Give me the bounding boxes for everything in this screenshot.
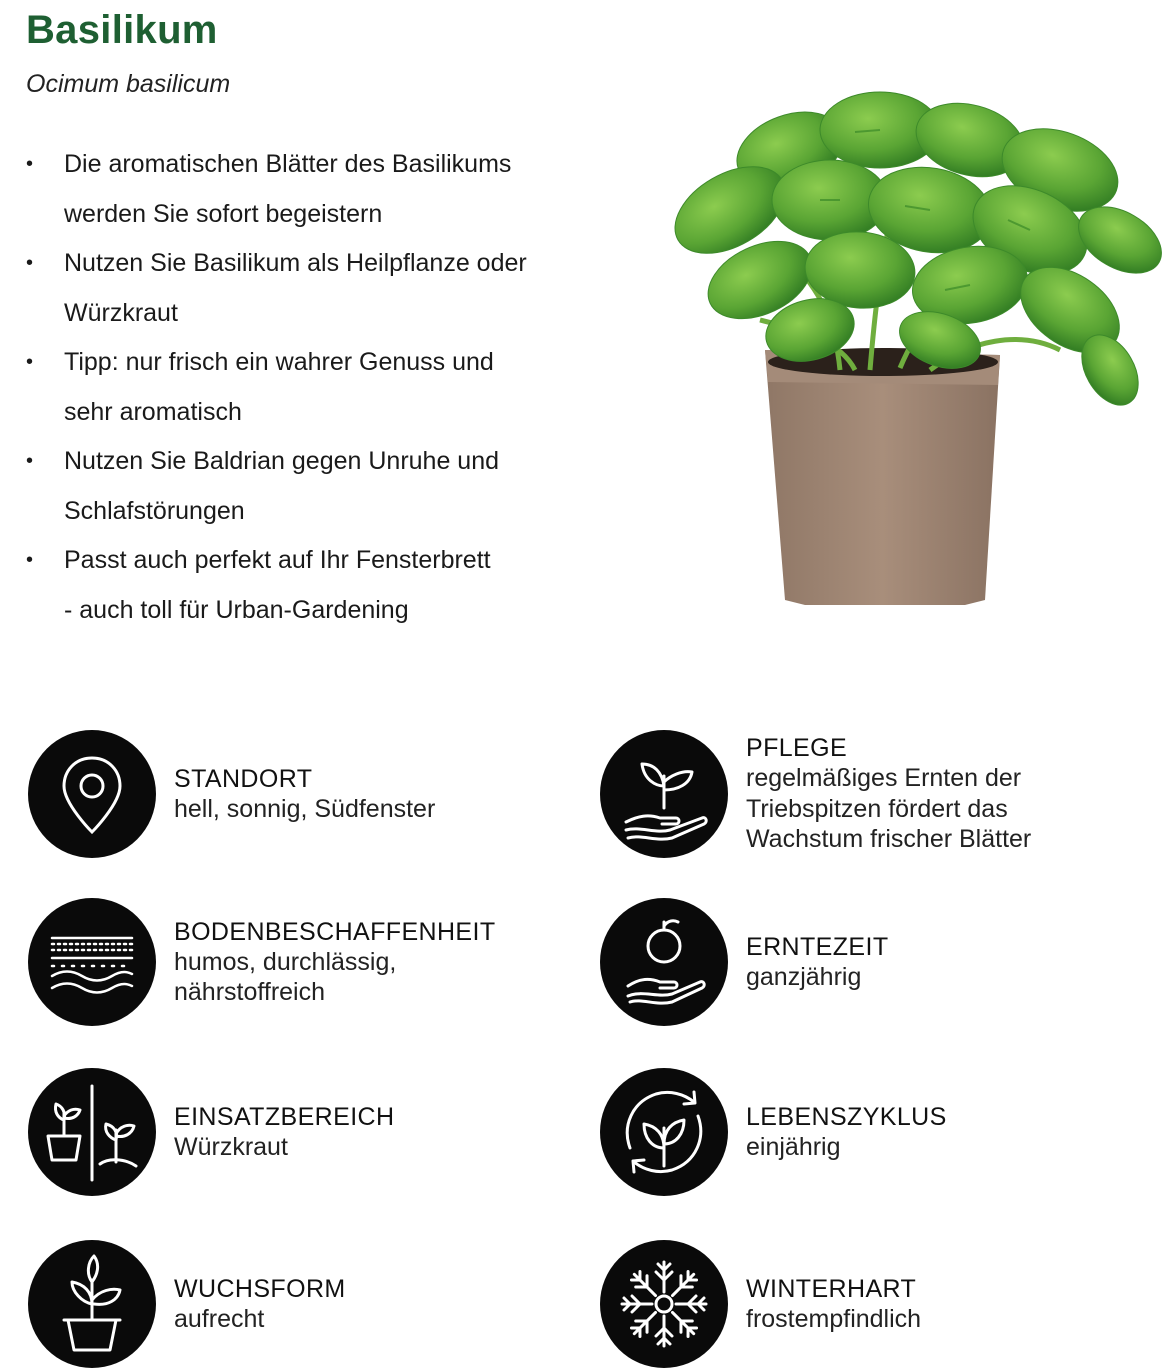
soil-layers-icon: [28, 898, 156, 1026]
info-erntezeit: [600, 898, 889, 1026]
info-wuchsform: [28, 1240, 346, 1368]
info-value-line: Triebspitzen fördert das: [746, 794, 1008, 823]
info-value: einjährig: [746, 1132, 841, 1161]
info-value: aufrecht: [174, 1304, 265, 1333]
pot-and-ground-plant-icon: [28, 1068, 156, 1196]
list-item: • Die aromatischen Blätter des Basilikums werden Sie sofort begeistern: [26, 140, 586, 239]
info-label: BODENBESCHAFFENHEIT: [174, 917, 496, 946]
bullet-dot: •: [26, 252, 34, 274]
info-value-line: humos, durchlässig,: [174, 947, 397, 976]
info-value: Würzkraut: [174, 1132, 288, 1161]
info-winterhart: [600, 1240, 921, 1368]
bullet-dot: •: [26, 450, 34, 472]
info-label: WUCHSFORM: [174, 1274, 346, 1303]
latin-name: Ocimum basilicum: [26, 70, 231, 98]
seedling-hand-icon: [600, 730, 728, 858]
list-item: • Tipp: nur frisch ein wahrer Genuss und sehr aromatisch: [26, 338, 586, 437]
list-item: • Passt auch perfekt auf Ihr Fensterbrett - auch toll für Urban-Gardening: [26, 536, 586, 635]
info-lebenszyklus: [600, 1068, 947, 1196]
info-einsatzbereich: [28, 1068, 394, 1196]
bullet-dot: •: [26, 549, 34, 571]
info-value-line: Wachstum frischer Blätter: [746, 825, 1032, 854]
info-label: LEBENSZYKLUS: [746, 1102, 947, 1131]
info-value-line: nährstoffreich: [174, 978, 326, 1006]
info-value-line: regelmäßiges Ernten der: [746, 764, 1022, 793]
info-label: EINSATZBEREICH: [174, 1102, 395, 1131]
info-pflege: [600, 730, 1031, 858]
info-standort: [28, 730, 435, 858]
info-value: hell, sonnig, Südfenster: [174, 794, 436, 823]
info-value: ganzjährig: [746, 962, 862, 991]
feature-list: [26, 140, 586, 635]
list-item: • Nutzen Sie Basilikum als Heilpflanze oder Würzkraut: [26, 239, 586, 338]
info-label: STANDORT: [174, 764, 313, 793]
info-label: PFLEGE: [746, 734, 848, 763]
bullet-dot: •: [26, 351, 34, 373]
bullet-dot: •: [26, 153, 34, 175]
basil-plant-in-pot-image: [640, 70, 1170, 620]
plant-cycle-icon: [600, 1068, 728, 1196]
potted-plant-icon: [28, 1240, 156, 1368]
list-item: • Nutzen Sie Baldrian gegen Unruhe und Schlafstörungen: [26, 437, 586, 536]
location-pin-icon: [28, 730, 156, 858]
info-value: frostempfindlich: [746, 1304, 922, 1333]
fruit-hand-icon: [600, 898, 728, 1026]
snowflake-icon: [600, 1240, 728, 1368]
product-title: Basilikum: [26, 8, 218, 52]
info-label: WINTERHART: [746, 1274, 917, 1303]
info-bodenbeschaffenheit: [28, 898, 496, 1026]
info-label: ERNTEZEIT: [746, 932, 889, 961]
